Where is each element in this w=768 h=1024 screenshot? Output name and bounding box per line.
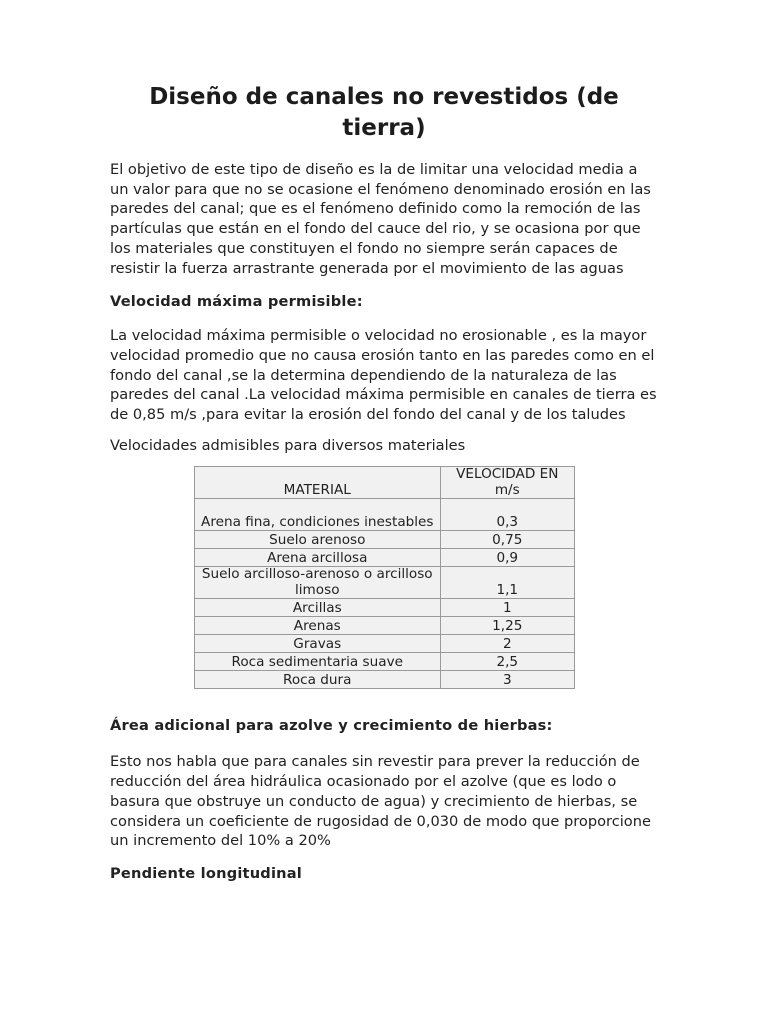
cell-material: Arcillas [195,599,441,617]
table-row [195,653,575,671]
cell-velocidad: 1,1 [440,567,574,599]
table-row [195,599,575,617]
cell-material: Suelo arcilloso-arenoso o arcilloso limoso [195,567,441,599]
velocidad-paragraph: La velocidad máxima permisible o velocidad no erosionable , es la mayor velocidad promedio que no causa erosión tanto en las paredes como en el fondo del canal ,se la determina dependiendo de la naturaleza de las paredes del canal .La velocidad máxima permisible en canales de tierra es de 0,85 m/s ,para evitar la erosión del fondo del canal y de los taludes [110,327,657,424]
area-paragraph: Esto nos habla que para canales sin revestir para prever la reducción de reducción del área hidráulica ocasionado por el azolve (que es lodo o basura que obstruye un conducto de agua) y crecimiento de hierbas, se considera un coeficiente de rugosidad de 0,030 de modo que proporcione un incremento del 10% a 20% [110,753,651,850]
cell-velocidad: 1 [440,599,574,617]
intro-paragraph: El objetivo de este tipo de diseño es la de limitar una velocidad media a un valor para que no se ocasione el fenómeno denominado erosión en las paredes del canal; que es el fenómeno definido como la remoción de las partículas que están en el fondo del cauce del rio, y se ocasiona por que los materiales que constituyen el fondo no siempre serán capaces de resistir la fuerza arrastrante generada por el movimiento de las aguas [110,161,651,277]
header-velocidad: VELOCIDAD EN m/s [440,467,574,499]
cell-velocidad: 1,25 [440,617,574,635]
document-title: Diseño de canales no revestidos (de tierra) [149,84,619,141]
cell-material: Gravas [195,635,441,653]
cell-velocidad: 3 [440,671,574,689]
table-caption: Velocidades admisibles para diversos materiales [110,436,466,454]
table-row [195,549,575,567]
cell-velocidad: 0,9 [440,549,574,567]
cell-material: Arenas [195,617,441,635]
cell-material: Arena arcillosa [195,549,441,567]
table-header-row [195,467,575,499]
table-row [195,671,575,689]
header-material: MATERIAL [195,467,441,499]
table-row [195,617,575,635]
materials-table-wrapper [194,466,575,689]
cell-material: Roca dura [195,671,441,689]
area-heading: Área adicional para azolve y crecimiento de hierbas: [110,717,553,735]
table-row [195,635,575,653]
table-row [195,567,575,599]
cell-velocidad: 0,3 [440,499,574,531]
cell-velocidad: 0,75 [440,531,574,549]
cell-velocidad: 2,5 [440,653,574,671]
materials-table [194,466,575,689]
table-row [195,531,575,549]
velocidad-heading: Velocidad máxima permisible: [110,293,363,311]
table-row [195,499,575,531]
pendiente-heading: Pendiente longitudinal [110,864,302,882]
cell-material: Suelo arenoso [195,531,441,549]
cell-velocidad: 2 [440,635,574,653]
cell-material: Arena fina, condiciones inestables [195,499,441,531]
cell-material: Roca sedimentaria suave [195,653,441,671]
